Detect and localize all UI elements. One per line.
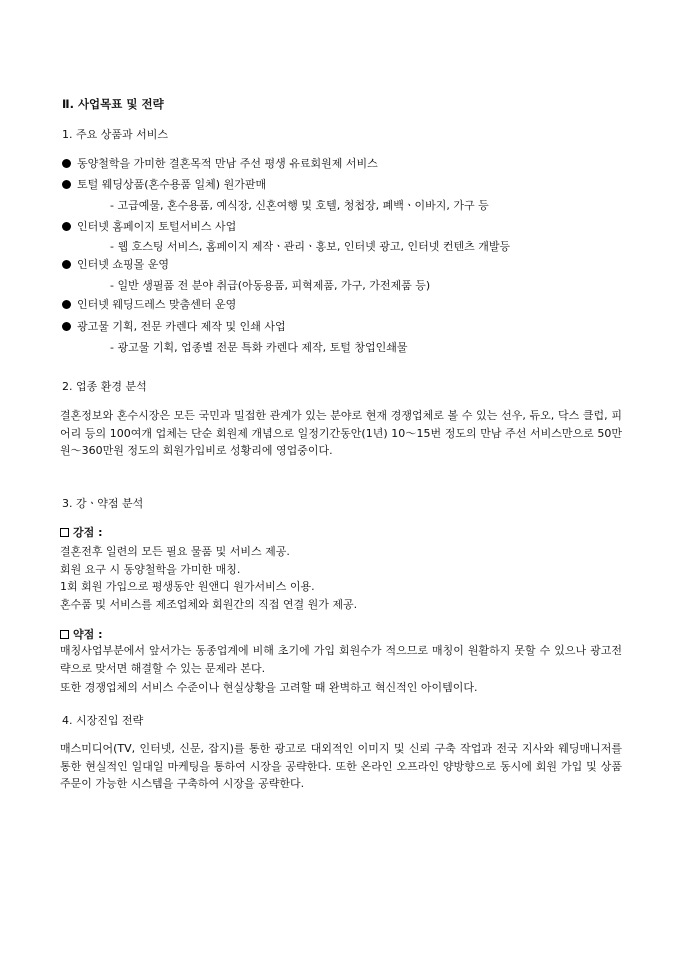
strength-item: 1회 회원 가입으로 평생동안 원앤디 원가서비스 이용. bbox=[60, 580, 315, 593]
bullet-item bbox=[62, 298, 236, 311]
bullet-item bbox=[62, 220, 236, 233]
weakness-title bbox=[60, 628, 102, 641]
bullet-dot-icon bbox=[62, 180, 71, 189]
bullet-subitem: - 일반 생필품 전 분야 취급(아동용품, 피혁제품, 가구, 가전제품 등) bbox=[110, 279, 431, 292]
bullet-dot-icon bbox=[62, 260, 71, 269]
heading-industry-analysis: 2. 업종 환경 분석 bbox=[62, 380, 147, 393]
bullet-text: 광고물 기획, 전문 카렌다 제작 및 인쇄 사업 bbox=[77, 320, 286, 333]
bullet-text: 인터넷 홈페이지 토털서비스 사업 bbox=[77, 220, 237, 233]
strength-item: 혼수품 및 서비스를 제조업체와 회원간의 직접 연결 원가 제공. bbox=[60, 598, 358, 611]
bullet-dot-icon bbox=[62, 159, 71, 168]
bullet-subitem: - 고급예물, 혼수용품, 예식장, 신혼여행 및 호텔, 청첩장, 폐백ㆍ이바지, 가구 등 bbox=[110, 199, 489, 212]
bullet-dot-icon bbox=[62, 222, 71, 231]
bullet-text: 인터넷 쇼핑몰 운영 bbox=[77, 258, 170, 271]
market-entry-paragraph: 매스미디어(TV, 인터넷, 신문, 잡지)를 통한 광고로 대외적인 이미지 및 신뢰 구축 작업과 전국 지사와 웨딩매니저를 통한 현실적인 일대일 마케팅을 통하여 시장을 공략한다. 또한 온라인 오프라인 양방향으로 동시에 회원 가입 및 상품 주문이 가능한 시스템을 구축하여 시장을 공략한다. bbox=[60, 742, 622, 790]
bullet-text: 토털 웨딩상품(혼수용품 일체) 원가판매 bbox=[77, 178, 267, 191]
bullet-text: 인터넷 웨딩드레스 맞춤센터 운영 bbox=[77, 298, 237, 311]
weakness-title-text: 약점 : bbox=[73, 628, 103, 641]
strength-title bbox=[60, 526, 102, 539]
bullet-item bbox=[62, 320, 286, 333]
heading-market-entry: 4. 시장진입 전략 bbox=[62, 714, 144, 727]
weakness-paragraph-2: 또한 경쟁업체의 서비스 수준이나 현실상황을 고려할 때 완벽하고 혁신적인 아이템이다. bbox=[60, 681, 478, 694]
bullet-dot-icon bbox=[62, 300, 71, 309]
heading-swot: 3. 강ㆍ약점 분석 bbox=[62, 497, 144, 510]
industry-analysis-paragraph: 결혼정보와 혼수시장은 모든 국민과 밀접한 관계가 있는 분야로 현재 경쟁업체로 볼 수 있는 선우, 듀오, 닥스 클럽, 피어리 등의 100여개 업체는 단순 회원제 개념으로 일정기간동안(1년) 10～15번 정도의 만남 주선 서비스만으로 50만원～360만원 정도의 회원가입비로 성황리에 영업중이다. bbox=[60, 409, 622, 457]
bullet-item bbox=[62, 178, 266, 191]
bullet-subitem: - 광고물 기획, 업종별 전문 특화 카렌다 제작, 토털 창업인쇄물 bbox=[110, 341, 408, 354]
checkbox-square-icon bbox=[60, 528, 69, 537]
bullet-item bbox=[62, 157, 378, 170]
checkbox-square-icon bbox=[60, 630, 69, 639]
strength-title-text: 강점 : bbox=[73, 526, 103, 539]
section-title: Ⅱ. 사업목표 및 전략 bbox=[62, 97, 164, 111]
strength-item: 결혼전후 일련의 모든 필요 물품 및 서비스 제공. bbox=[60, 545, 290, 558]
bullet-item bbox=[62, 258, 169, 271]
heading-products-services: 1. 주요 상품과 서비스 bbox=[62, 128, 168, 141]
bullet-dot-icon bbox=[62, 322, 71, 331]
strength-item: 회원 요구 시 동양철학을 가미한 매칭. bbox=[60, 563, 241, 576]
bullet-subitem: - 웹 호스팅 서비스, 홈페이지 제작ㆍ관리ㆍ홍보, 인터넷 광고, 인터넷 컨텐츠 개발등 bbox=[110, 240, 511, 253]
bullet-text: 동양철학을 가미한 결혼목적 만남 주선 평생 유료회원제 서비스 bbox=[77, 157, 378, 170]
weakness-paragraph: 매칭사업부분에서 앞서가는 동종업계에 비해 초기에 가입 회원수가 적으므로 매칭이 원활하지 못할 수 있으나 광고전략으로 맞서면 해결할 수 있는 문제라 본다. bbox=[60, 644, 622, 675]
